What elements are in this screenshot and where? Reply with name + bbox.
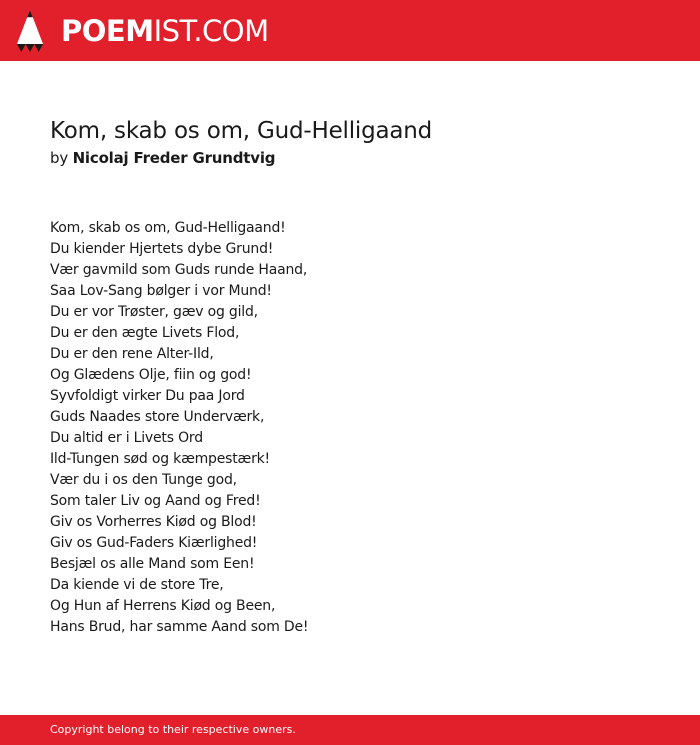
poem-line: Giv os Gud-Faders Kiærlighed! [50,535,258,551]
poem-line: Som taler Liv og Aand og Fred! [50,493,261,509]
by-label: by [50,149,68,167]
poem-title: Kom, skab os om, Gud-Helligaand [50,118,433,144]
poem-line: Guds Naades store Underværk, [50,409,265,425]
poem-line: Syvfoldigt virker Du paa Jord [50,388,245,404]
site-logo[interactable] [17,9,269,53]
poem-line: Du er den rene Alter-Ild, [50,346,214,362]
poem-header [50,116,670,168]
poem-line: Vær du i os den Tunge god, [50,472,237,488]
site-name: POEMIST.COM [61,13,269,48]
poem-line: Ild-Tungen sød og kæmpestærk! [50,451,270,467]
author-link[interactable]: Nicolaj Freder Grundtvig [72,149,276,167]
poem-line: Giv os Vorherres Kiød og Blod! [50,514,257,530]
site-header [0,0,700,61]
poem-line: Da kiende vi de store Tre, [50,577,224,593]
poem-line: Kom, skab os om, Gud-Helligaand! [50,220,286,236]
poem-body [50,218,670,638]
poem-line: Du er den ægte Livets Flod, [50,325,240,341]
poem-line: Vær gavmild som Guds runde Haand, [50,262,308,278]
byline [50,148,670,168]
poem-line: Og Glædens Olje, fiin og god! [50,367,252,383]
poem-line: Hans Brud, har samme Aand som De! [50,619,309,635]
poem-line: Du kiender Hjertets dybe Grund! [50,241,274,257]
poem-line: Saa Lov-Sang bølger i vor Mund! [50,283,272,299]
copyright-text: Copyright belong to their respective owners. [50,723,296,736]
poem-line: Du altid er i Livets Ord [50,430,203,446]
poem-line: Besjæl os alle Mand som Een! [50,556,255,572]
poem-line: Og Hun af Herrens Kiød og Been, [50,598,276,614]
poem-line: Du er vor Trøster, gæv og gild, [50,304,258,320]
site-footer [0,715,700,745]
pencil-tip-icon [17,10,43,52]
